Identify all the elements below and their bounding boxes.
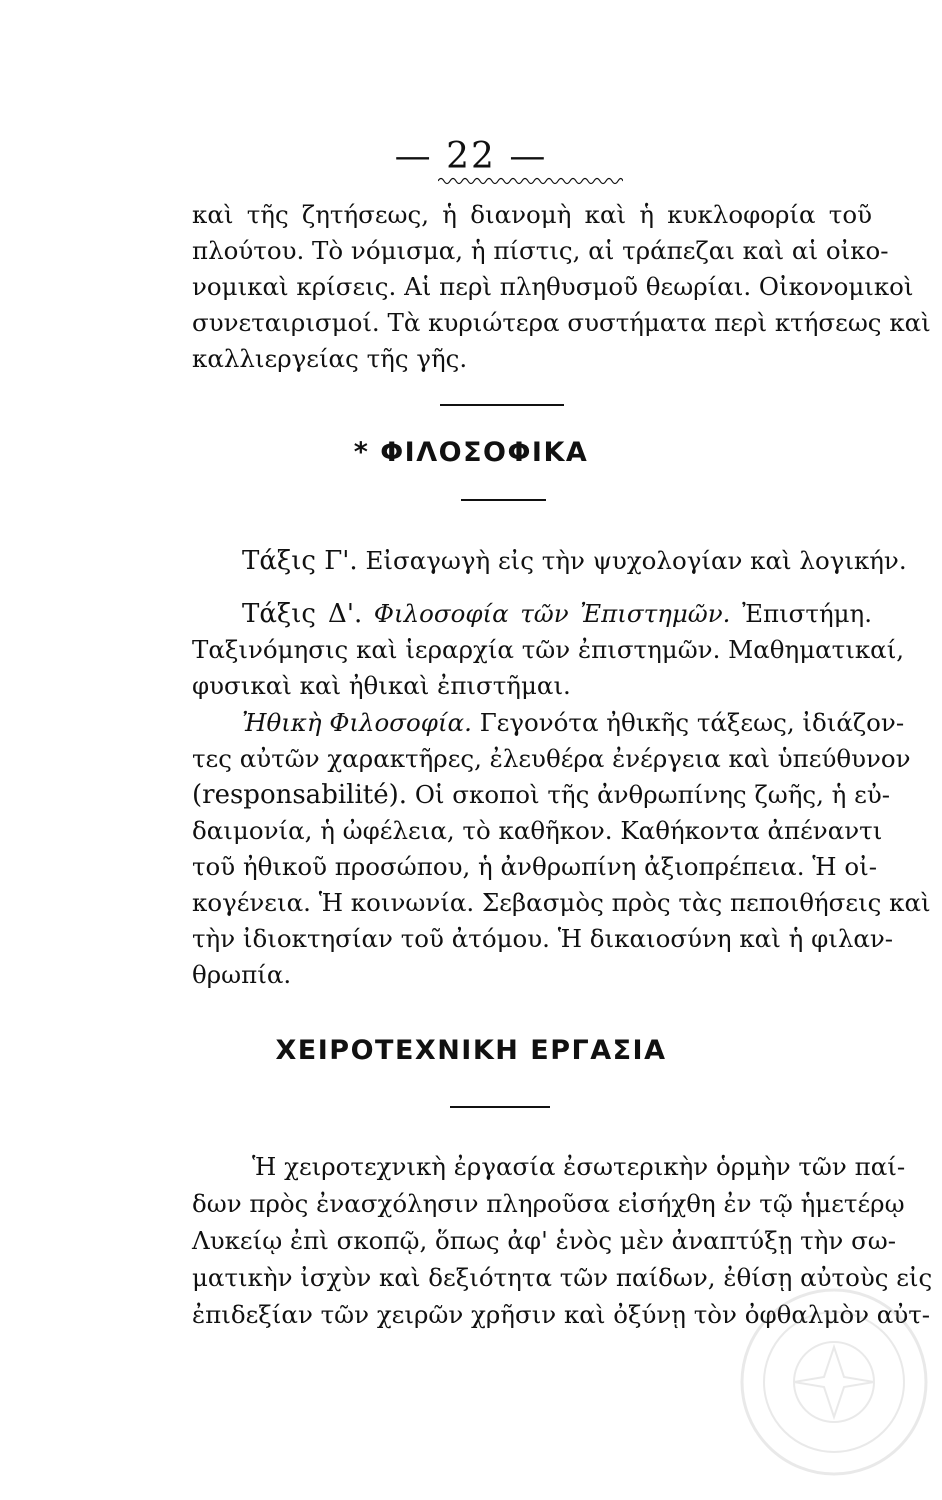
intro-line-3: νομικαὶ κρίσεις. Αἱ περὶ πληθυσμοῦ θεωρίαι. Οἰκονομικοὶ (192, 272, 914, 301)
philosophy-para-1 (242, 543, 907, 579)
section-title-handicraft: ΧΕΙΡΟΤΕΧΝΙΚΗ ΕΡΓΑΣΙΑ (275, 1035, 667, 1066)
intro-line-4: συνεταιρισμοί. Τὰ κυριώτερα συστήματα περὶ κτήσεως καὶ (192, 308, 931, 337)
section-rule-bottom-2 (450, 1106, 550, 1108)
philosophy-of-sciences-title: Φιλοσοφία τῶν Ἐπιστημῶν. (373, 599, 731, 628)
responsabilite-term: (responsabilité). (192, 780, 408, 810)
library-seal-watermark (734, 1282, 934, 1482)
ethics-line-8: θρωπία. (192, 960, 292, 989)
section-rule-bottom-1 (461, 499, 546, 501)
intro-paragraph (192, 197, 931, 377)
section-rule-top-1 (440, 404, 564, 406)
ethics-line-1 (192, 705, 905, 741)
header-ornament-wave (438, 176, 623, 186)
intro-line-2: πλούτου. Τὸ νόμισμα, ἡ πίστις, αἱ τράπεζαι καὶ αἱ οἰκο- (192, 236, 889, 265)
class-d-line-3: φυσικαὶ καὶ ἠθικαὶ ἐπιστῆμαι. (192, 671, 571, 700)
ethics-line-7: τὴν ἰδιοκτησίαν τοῦ ἀτόμου. Ἡ δικαιοσύνη καὶ ἡ φιλαν- (192, 924, 894, 953)
class-d-label: Τάξις Δ'. (242, 599, 363, 629)
handicraft-line-4: ματικὴν ἰσχὺν καὶ δεξιότητα τῶν παίδων, ἐθίσῃ αὐτοὺς εἰς (192, 1263, 933, 1292)
intro-line-5: καλλιεργείας τῆς γῆς. (192, 344, 468, 373)
ethics-line-5: τοῦ ἠθικοῦ προσώπου, ἡ ἀνθρωπίνη ἀξιοπρέπεια. Ἡ οἰ- (192, 852, 877, 881)
handicraft-line-5: ἐπιδεξίαν τῶν χειρῶν χρῆσιν καὶ ὀξύνῃ τὸν ὀφθαλμὸν αὐτ- (192, 1300, 931, 1329)
class-g-text: Εἰσαγωγὴ εἰς τὴν ψυχολογίαν καὶ λογικήν. (365, 546, 907, 575)
intro-line-1: καὶ τῆς ζητήσεως, ἡ διανομὴ καὶ ἡ κυκλοφορία τοῦ (192, 200, 872, 229)
ethics-line-2: τες αὐτῶν χαρακτῆρες, ἐλευθέρα ἐνέργεια καὶ ὑπεύθυνον (192, 744, 911, 773)
page-number: — 22 — (394, 136, 548, 177)
handicraft-line-2: δων πρὸς ἐνασχόλησιν πληροῦσα εἰσήχθη ἐν τῷ ἡμετέρῳ (192, 1189, 905, 1218)
ethics-line-1-rest: Γεγονότα ἠθικῆς τάξεως, ἰδιάζον- (479, 708, 905, 737)
ethics-line-3-rest: Οἱ σκοποὶ τῆς ἀνθρωπίνης ζωῆς, ἡ εὐ- (414, 780, 891, 809)
class-g-label: Τάξις Γ'. (242, 546, 358, 576)
class-d-line-1 (192, 596, 872, 632)
ethics-line-4: δαιμονία, ἡ ὠφέλεια, τὸ καθῆκον. Καθήκοντα ἀπέναντι (192, 816, 883, 845)
philosophy-para-2 (192, 596, 905, 704)
handicraft-line-1: Ἡ χειροτεχνικὴ ἐργασία ἐσωτερικὴν ὁρμὴν τῶν παί- (252, 1152, 906, 1181)
philosophy-para-3 (192, 705, 931, 993)
ethics-title: Ἠθικὴ Φιλοσοφία. (242, 708, 472, 737)
class-d-line-1-rest: Ἐπιστήμη. (742, 599, 873, 628)
ethics-line-3 (192, 777, 891, 813)
handicraft-line-3: Λυκείῳ ἐπὶ σκοπῷ, ὅπως ἀφ' ἑνὸς μὲν ἀναπτύξῃ τὴν σω- (192, 1226, 897, 1255)
section-title-philosophy: * ΦΙΛΟΣΟΦΙΚΑ (353, 437, 589, 468)
ethics-line-6: κογένεια. Ἡ κοινωνία. Σεβασμὸς πρὸς τὰς πεποιθήσεις καὶ (192, 888, 931, 917)
class-d-line-2: Ταξινόμησις καὶ ἱεραρχία τῶν ἐπιστημῶν. Μαθηματικαί, (192, 635, 905, 664)
class-g-line (242, 543, 907, 579)
